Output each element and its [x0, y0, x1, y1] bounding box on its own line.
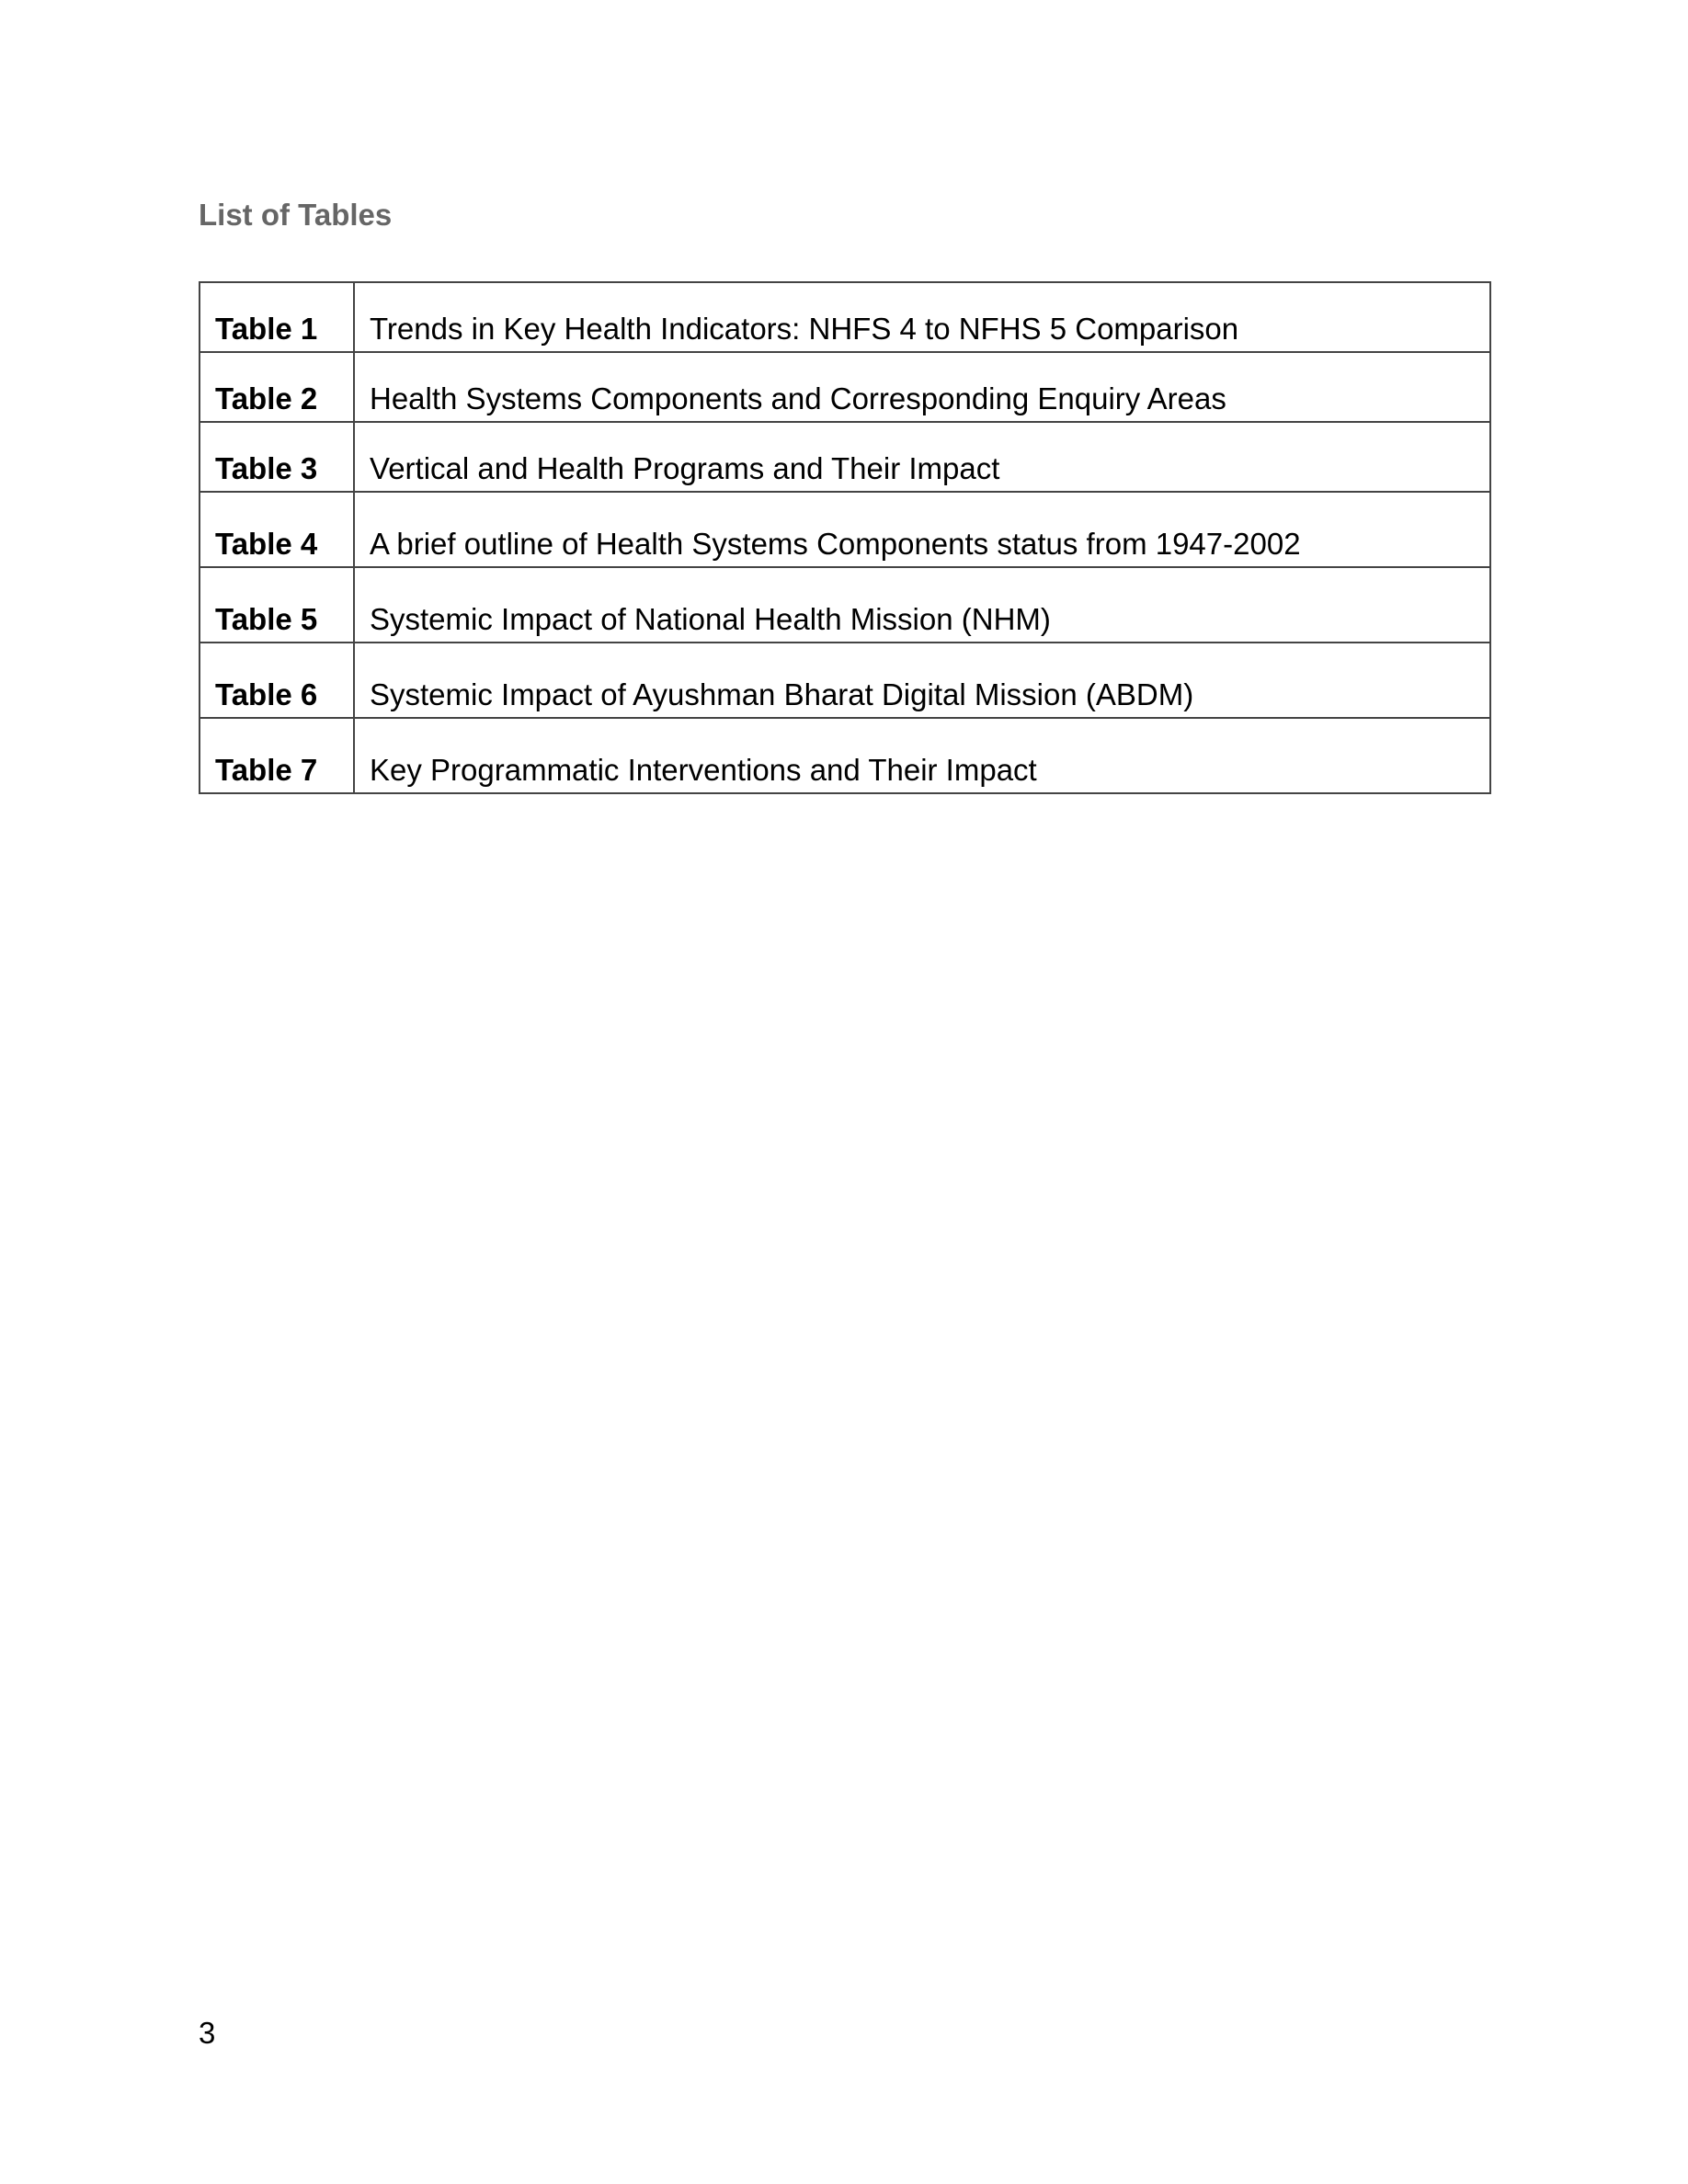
table-title: Systemic Impact of National Health Mission (NHM): [354, 567, 1490, 643]
table-title: Systemic Impact of Ayushman Bharat Digital Mission (ABDM): [354, 643, 1490, 718]
table-number: Table 7: [200, 718, 354, 793]
table-row: [200, 567, 1490, 643]
table-title: A brief outline of Health Systems Components status from 1947-2002: [354, 492, 1490, 567]
table-number: Table 4: [200, 492, 354, 567]
table-title: Trends in Key Health Indicators: NHFS 4 to NFHS 5 Comparison: [354, 282, 1490, 352]
table-title: Vertical and Health Programs and Their Impact: [354, 422, 1490, 492]
table-number: Table 2: [200, 352, 354, 422]
table-number: Table 3: [200, 422, 354, 492]
table-row: [200, 718, 1490, 793]
table-row: [200, 422, 1490, 492]
table-number: Table 6: [200, 643, 354, 718]
page-number: 3: [199, 2016, 216, 2050]
list-of-tables: [199, 281, 1491, 794]
table-row: [200, 282, 1490, 352]
table-number: Table 1: [200, 282, 354, 352]
table-row: [200, 643, 1490, 718]
table-title: Health Systems Components and Corresponding Enquiry Areas: [354, 352, 1490, 422]
table-row: [200, 352, 1490, 422]
table-row: [200, 492, 1490, 567]
table-number: Table 5: [200, 567, 354, 643]
table-title: Key Programmatic Interventions and Their Impact: [354, 718, 1490, 793]
page-title: List of Tables: [199, 198, 393, 232]
